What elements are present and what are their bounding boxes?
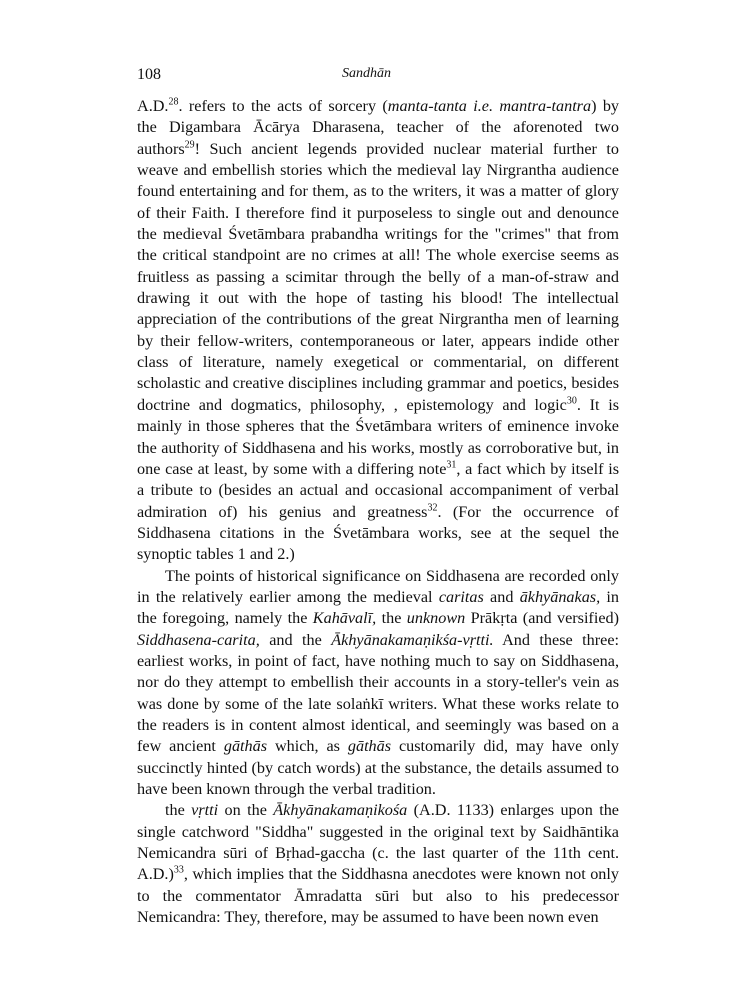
paragraph: [137, 800, 619, 928]
text-run: in the foregoing, namely the: [137, 587, 620, 628]
italic-term: gāthās: [223, 737, 268, 756]
footnote-ref: 31: [446, 459, 457, 471]
text-run: And these three: earliest works, in point of fact, have nothing much to say on Siddhasena, nor do they attempt to embellish their accounts in a story-teller's vein as was done by some of the late solaṅkī writers. What these works relate to the readers is in content almost identical, and seemingly was based on a few ancient: [137, 630, 619, 756]
text-run: (A.D. 1133) enlarges upon the single catchword "Siddha" suggested in the original text by Saidhāntika Nemicandra sūri of Bṛhad-gaccha (c. the last quarter of the 11th cent. A.D.): [137, 801, 619, 884]
italic-term: Kahāvalī,: [312, 609, 377, 628]
page-number: 108: [137, 66, 161, 83]
text-run: . refers to the acts of sorcery (: [178, 97, 388, 115]
footnote-ref: 30: [566, 395, 577, 407]
footnote-ref: 29: [184, 139, 195, 151]
page-header: [137, 66, 617, 86]
text-run: . (For the occurrence of Siddhasena citations in the Śvetāmbara works, see at the sequel the synoptic tables 1 and 2.): [137, 502, 620, 564]
text-run: ! Such ancient legends provided nuclear material further to weave and embellish stories which the medieval lay Nirgrantha audience found entertaining and for them, as to the writers, it was a matter of glory of their Faith. I therefore find it purposeless to single out and denounce the medieval Śvetāmbara prabandha writings for the "crimes" that from the critical standpoint are no crimes at all! The whole exercise seems as fruitless as passing a scimitar through the belly of a man-of-straw and drawing it out with the hope of tasting his blood! The intellectual appreciation of the contributions of the great Nirgrantha men of learning by their fellow-writers, contemporaneous or later, appears indide other class of literature, namely exegetical or commentarial, on different scholastic and creative disciplines including grammar and poetics, besides doctrine and dogmatics, philosophy, , epistemology and logic: [137, 139, 619, 414]
italic-term: Ākhyānakamaṇikśa-vṛtti.: [331, 630, 494, 649]
italic-term: vṛtti: [191, 801, 219, 820]
italic-term: unknown: [406, 609, 466, 628]
italic-term: gāthās: [347, 737, 392, 756]
text-run: the: [376, 609, 407, 628]
text-run: ) by the Digambara Ācārya Dharasena, teacher of the aforenoted two authors: [137, 97, 620, 158]
text-run: on the: [218, 801, 274, 820]
italic-term: manta-tanta i.e. mantra-tantra: [387, 97, 592, 115]
text-run: . It is mainly in those spheres that the Śvetāmbara writers of eminence invoke the authority of Siddhasena and his works, mostly as corroborative but, in one case at least, by some with a differing note: [137, 395, 619, 478]
text-run: customarily did, may have only succinctly hinted (by catch words) at the substance, the details assumed to have been known through the verbal tradition.: [137, 737, 619, 798]
italic-term: Ākhyānakamaṇikośa: [273, 801, 408, 820]
footnote-ref: 32: [427, 502, 438, 514]
italic-term: caritas: [438, 587, 484, 606]
text-run: , a fact which by itself is a tribute to (besides an actual and occasional accompaniment of verbal admiration of) his genius and greatness: [137, 459, 619, 521]
text-run: and the: [259, 630, 332, 649]
footnote-ref: 33: [173, 864, 184, 876]
text-run: , which implies that the Siddhasna anecdotes were known not only to the commentator Āmradatta sūri but also to his predecessor Nemicandra: They, therefore, may be assumed to have been nown even: [137, 865, 619, 927]
text-run: The points of historical significance on Siddhasena are recorded only in the relatively earlier among the medieval: [137, 566, 619, 606]
running-title: Sandhān: [342, 66, 391, 81]
text-run: which, as: [267, 737, 348, 756]
italic-term: ākhyānakas,: [519, 587, 601, 606]
text-run: A.D.: [137, 97, 169, 115]
paragraph: [137, 96, 619, 566]
paragraph: [137, 566, 619, 801]
italic-term: Siddhasena-carita,: [137, 630, 260, 649]
text-run: the: [165, 801, 192, 820]
text-run: and: [483, 587, 520, 606]
body-text: [137, 96, 619, 928]
footnote-ref: 28: [168, 96, 179, 108]
text-run: Prākṛta (and versified): [465, 609, 619, 628]
